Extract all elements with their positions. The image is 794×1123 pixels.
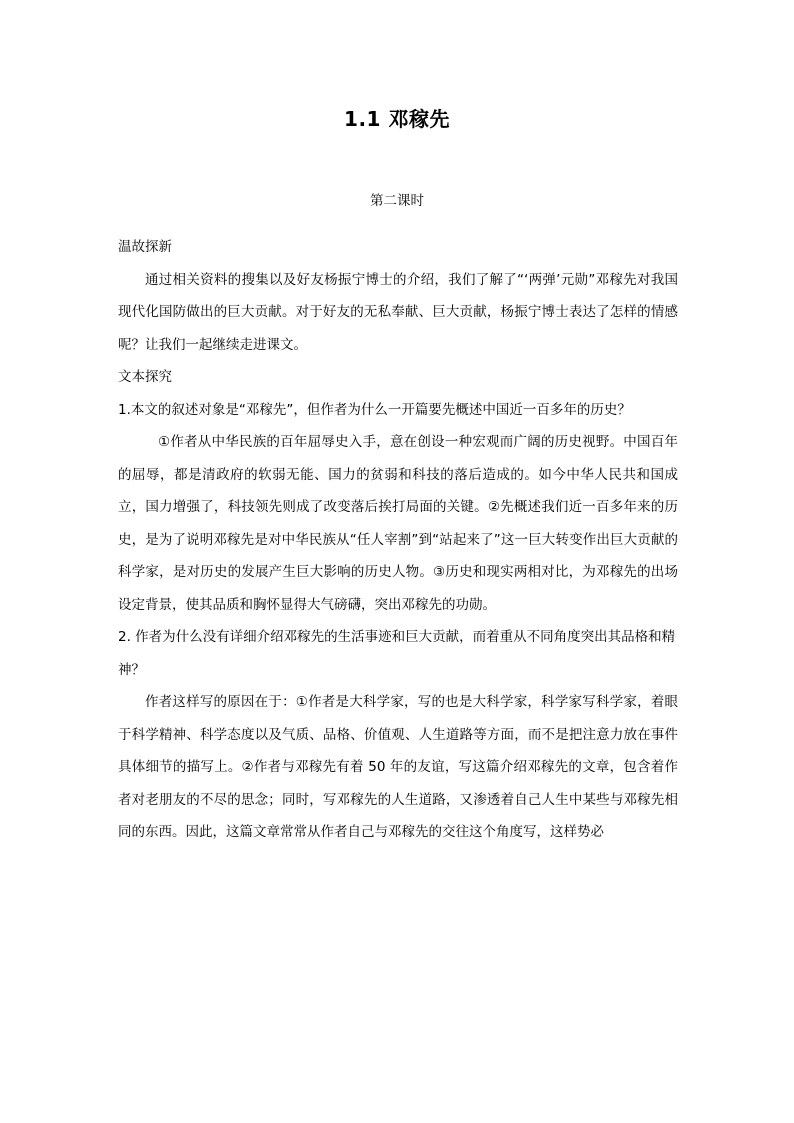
answer-1: ①作者从中华民族的百年屈辱史入手，意在创设一种宏观而广阔的历史视野。中国百年的屈辱，都是清政府的软弱无能、国力的贫弱和科技的落后造成的。如今中华人民共和国成立，国力增强了，科技领先则成了改变落后挨打局面的关键。②先概述我们近一百多年来的历史，是为了说明邓稼先是对中华民族从“任人宰割”到“站起来了”这一巨大转变作出巨大贡献的科学家，是对历史的发展产生巨大影响的历史人物。③历史和现实两相对比，为邓稼先的出场设定背景，使其品质和胸怀显得大气磅礴，突出邓稼先的功勋。 — [118, 434, 678, 613]
question-1: 1.本文的叙述对象是“邓稼先”，但作者为什么一开篇要先概述中国近一百多年的历史？ — [118, 401, 631, 418]
review-heading: 温故探新 — [118, 239, 172, 255]
explore-heading: 文本探究 — [118, 369, 172, 385]
review-paragraph: 通过相关资料的搜集以及好友杨振宁博士的介绍，我们了解了“‘两弹’元勋”邓稼先对我国现代化国防做出的巨大贡献。对于好友的无私奉献、巨大贡献，杨振宁博士表达了怎样的情感呢？让我们一起继续走进课文。 — [118, 271, 678, 353]
answer-2: 作者这样写的原因在于：①作者是大科学家，写的也是大科学家，科学家写科学家，着眼于科学精神、科学态度以及气质、品格、价值观、人生道路等方面，而不是把注意力放在事件具体细节的描写上。②作者与邓稼先有着 50 年的友谊，写这篇介绍邓稼先的文章，包含着作者对老朋友的不尽的思念；同时，写邓稼先的人生道路，又渗透着自己人生中某些与邓稼先相同的东西。因此，这篇文章常常从作者自己与邓稼先的交往这个角度写，这样势必 — [118, 694, 678, 840]
lesson-period: 第二课时 — [370, 193, 424, 209]
page-title: 1.1 邓稼先 — [344, 107, 450, 131]
question-2: 2. 作者为什么没有详细介绍邓稼先的生活事迹和巨大贡献，而着重从不同角度突出其品格和精神？ — [118, 629, 676, 678]
document-body — [118, 231, 678, 849]
